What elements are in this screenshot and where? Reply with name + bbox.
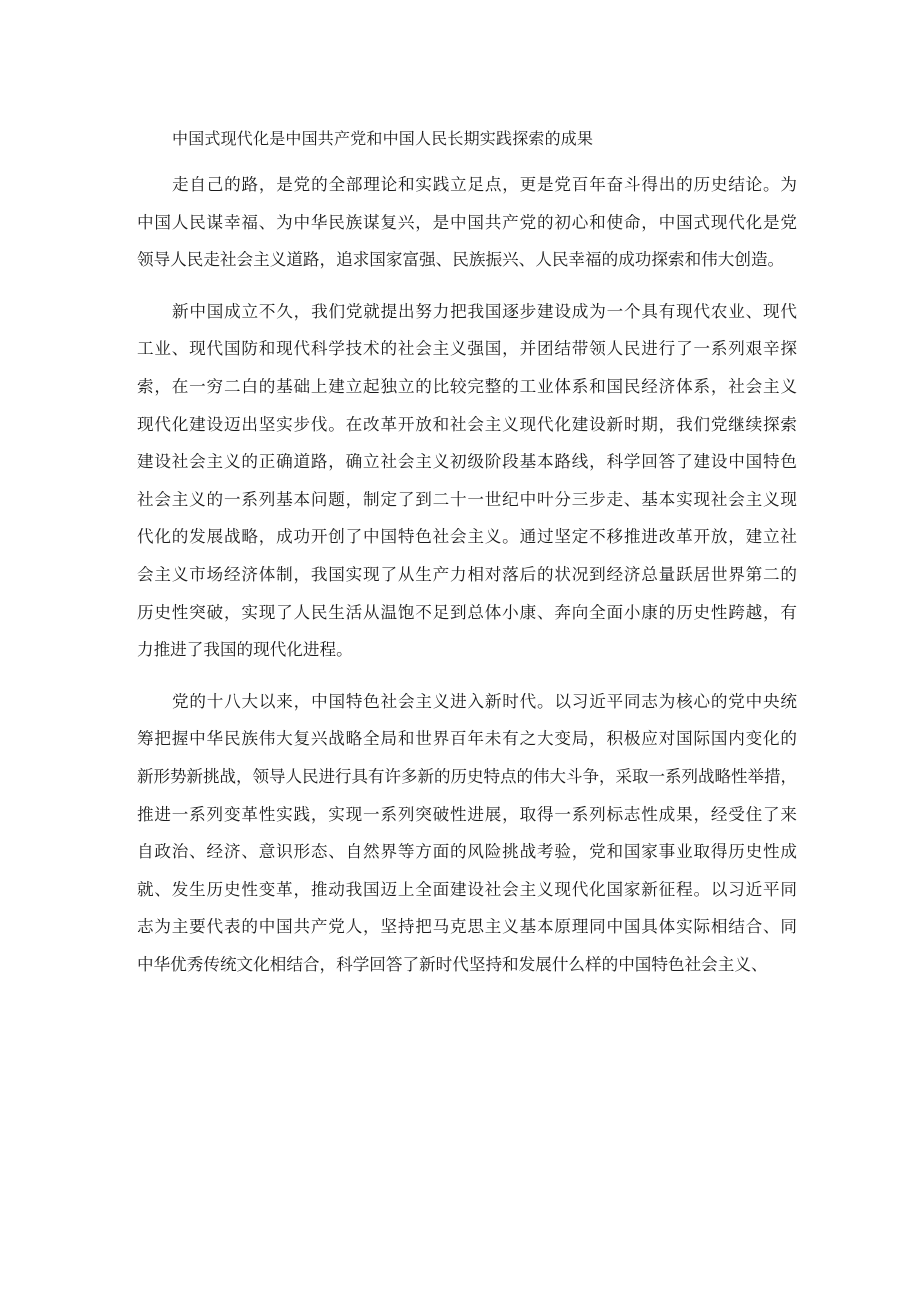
paragraph-line: 社会主义的一系列基本问题，制定了到二十一世纪中叶分三步走、基本实现社会主义现 bbox=[137, 489, 797, 509]
paragraph-line: 新中国成立不久，我们党就提出努力把我国逐步建设成为一个具有现代农业、现代 bbox=[172, 301, 797, 321]
paragraph-line: 工业、现代国防和现代科学技术的社会主义强国，并团结带领人民进行了一系列艰辛探 bbox=[137, 339, 797, 359]
paragraph-line: 力推进了我国的现代化进程。 bbox=[137, 640, 353, 660]
paragraph bbox=[137, 293, 797, 669]
paragraph-line: 会主义市场经济体制，我国实现了从生产力相对落后的状况到经济总量跃居世界第二的 bbox=[137, 564, 797, 584]
paragraph-line: 新形势新挑战，领导人民进行具有许多新的历史特点的伟大斗争，采取一系列战略性举措， bbox=[137, 766, 797, 786]
paragraph-line: 推进一系列变革性实践，实现一系列突破性进展，取得一系列标志性成果，经受住了来 bbox=[137, 804, 797, 824]
document-title: 中国式现代化是中国共产党和中国人民长期实践探索的成果 bbox=[172, 129, 594, 148]
paragraph-line: 现代化建设迈出坚实步伐。在改革开放和社会主义现代化建设新时期，我们党继续探索 bbox=[137, 414, 797, 434]
paragraph-line: 党的十八大以来，中国特色社会主义进入新时代。以习近平同志为核心的党中央统 bbox=[172, 691, 797, 711]
paragraph-line: 中华优秀传统文化相结合，科学回答了新时代坚持和发展什么样的中国特色社会主义、 bbox=[137, 954, 768, 974]
paragraph-line: 领导人民走社会主义道路，追求国家富强、民族振兴、人民幸福的成功探索和伟大创造。 bbox=[137, 250, 785, 270]
paragraph bbox=[137, 166, 797, 279]
paragraph bbox=[137, 683, 797, 984]
paragraph-line: 代化的发展战略，成功开创了中国特色社会主义。通过坚定不移推进改革开放，建立社 bbox=[137, 527, 797, 547]
document-body bbox=[137, 126, 797, 983]
paragraph-line: 走自己的路，是党的全部理论和实践立足点，更是党百年奋斗得出的历史结论。为 bbox=[172, 175, 797, 194]
paragraph-line: 筹把握中华民族伟大复兴战略全局和世界百年未有之大变局，积极应对国际国内变化的 bbox=[137, 729, 797, 749]
paragraph-line: 就、发生历史性变革，推动我国迈上全面建设社会主义现代化国家新征程。以习近平同 bbox=[137, 879, 797, 899]
paragraph-line: 索，在一穷二白的基础上建立起独立的比较完整的工业体系和国民经济体系，社会主义 bbox=[137, 376, 797, 396]
paragraph-line: 历史性突破，实现了人民生活从温饱不足到总体小康、奔向全面小康的历史性跨越，有 bbox=[137, 602, 797, 622]
paragraph-list bbox=[137, 166, 797, 983]
paragraph-line: 中国人民谋幸福、为中华民族谋复兴，是中国共产党的初心和使命，中国式现代化是党 bbox=[137, 212, 797, 232]
paragraph-line: 建设社会主义的正确道路，确立社会主义初级阶段基本路线，科学回答了建设中国特色 bbox=[137, 452, 797, 472]
paragraph-line: 志为主要代表的中国共产党人，坚持把马克思主义基本原理同中国具体实际相结合、同 bbox=[137, 917, 797, 937]
paragraph-line: 自政治、经济、意识形态、自然界等方面的风险挑战考验，党和国家事业取得历史性成 bbox=[137, 842, 797, 862]
